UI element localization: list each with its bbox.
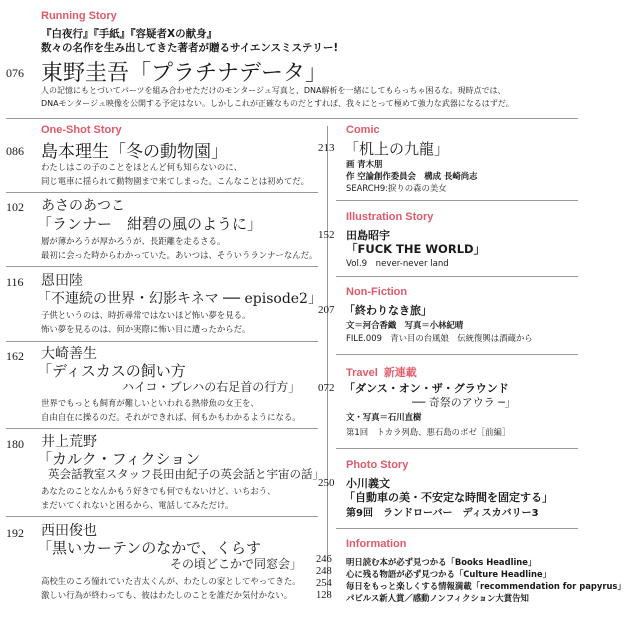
divider-top	[6, 118, 578, 119]
oneshot-page-0: 086	[6, 144, 24, 158]
illustration-title[interactable]: 「FUCK THE WORLD」	[346, 242, 486, 256]
section-label-photo-story: Photo Story	[346, 459, 409, 471]
divider	[6, 266, 318, 267]
section-label-one-shot-story: One-Shot Story	[41, 124, 122, 136]
info-item-0[interactable]: 明日読む本が必ず見つかる「Books Headline」	[346, 557, 537, 567]
oneshot-title-2[interactable]: 「不連続の世界・幻影キネマ ── episode2」	[37, 291, 322, 307]
oneshot-desc-2a: 子供というのは、時折尋常ではないほど怖い夢を見る。	[41, 310, 251, 320]
photo-author: 小川義文	[346, 477, 390, 490]
travel-title[interactable]: 「ダンス・オン・ザ・グラウンド	[344, 382, 509, 395]
illustration-author: 田島昭宇	[346, 229, 390, 242]
oneshot-author-3: 大崎善生	[41, 346, 97, 362]
oneshot-page-5: 192	[6, 526, 24, 540]
nonfiction-title[interactable]: 「終わりなき旅」	[344, 304, 432, 317]
running-tagline-2: 数々の名作を生み出してきた著者が贈るサイエンスミステリー!	[41, 42, 339, 54]
oneshot-desc-4b: まだいてくれないと困るから、電話してみただけ。	[41, 500, 234, 510]
oneshot-page-2: 116	[6, 275, 24, 289]
running-desc-2: DNAモンタージュ映像を公開する予定はない。しかしこれが正確なものだとすれば、我々にとって極めて強力な武器になるはずだ。	[41, 99, 514, 108]
divider	[336, 448, 578, 449]
oneshot-desc-3b: 自由自在に操るのだ。それができれば、何もかもわかるようになる。	[41, 412, 301, 422]
comic-title[interactable]: 「机上の九龍」	[344, 140, 450, 158]
oneshot-desc-5a: 高校生のころ憧れていた吉太くんが、わたしの家としてやってきた。	[41, 576, 301, 586]
oneshot-desc-4a: あなたのことなんかもう好きでも何でもないけど、いちおう、	[41, 486, 276, 496]
oneshot-author-1: あさのあつこ	[41, 198, 125, 214]
oneshot-subtitle-3: ハイコ・ブレハの右足首の行方」	[122, 380, 301, 394]
oneshot-page-1: 102	[6, 200, 24, 214]
nonfiction-page-number: 207	[318, 304, 335, 316]
oneshot-desc-0b: 同じ電車に揺られて動物園まで来てしまった。こんなことは初めてだ。	[41, 176, 309, 186]
travel-subtitle: ── 奇祭のアウラ ─」	[412, 396, 516, 409]
info-page-3: 128	[316, 590, 332, 601]
photo-line-1: 第9回 ランドローバー ディスカバリー3	[346, 508, 539, 519]
travel-line-2: 第1回 トカラ列島、悪石島のボゼ［前編］	[346, 427, 511, 437]
oneshot-author-5: 西田俊也	[41, 523, 97, 539]
oneshot-subtitle-5: その頃どこかで同窓会」	[170, 557, 303, 571]
divider	[336, 354, 578, 355]
comic-page-number: 213	[318, 142, 335, 154]
oneshot-author-4: 井上荒野	[41, 434, 97, 450]
photo-title[interactable]: 「自動車の美・不安定な時間を固定する」	[344, 491, 553, 504]
travel-line-1: 文・写真＝石川直樹	[346, 412, 422, 422]
oneshot-desc-1a: 層が薄かろうが厚かろうが、長距離を走るさる。	[41, 236, 226, 246]
new-series-badge: 新連載	[383, 367, 417, 379]
running-page-number: 076	[6, 66, 24, 80]
nonfiction-line-1: 文＝河合香織 写真＝小林紀晴	[346, 320, 464, 330]
section-label-non-fiction: Non-Fiction	[346, 286, 408, 298]
oneshot-title-0[interactable]: 島本理生「冬の動物園」	[41, 142, 228, 162]
comic-line-1: 画 青木朋	[346, 159, 383, 169]
section-label-comic: Comic	[346, 124, 380, 136]
oneshot-page-3: 162	[6, 349, 24, 363]
oneshot-title-3[interactable]: 「ディスカスの飼い方	[37, 362, 186, 380]
running-desc-1: 人の記憶にもとづいてパーツを組み合わせただけのモンタージュ写真と、DNA解析を一緒にしてもらっちゃ困るな。現時点では、	[41, 86, 506, 95]
running-tagline-1: 『白夜行』『手紙』『容疑者Xの献身』	[41, 28, 218, 40]
oneshot-desc-3a: 世界でもっとも飼育が難しいといわれる熱帯魚の女王を、	[41, 398, 259, 408]
info-item-2[interactable]: 毎日をもっと楽しくする情報満載「recommendation for papyrus」	[346, 581, 626, 591]
photo-page-number: 250	[318, 477, 335, 489]
divider	[336, 200, 578, 201]
oneshot-desc-5b: 激しい行為が終わっても、彼はわたしのことを誰だか気付かない。	[41, 590, 293, 600]
oneshot-desc-2b: 怖い夢を見るのは、何か実際に怖い目に遭ったからだ。	[41, 324, 251, 334]
illustration-line-1: Vol.9 never-never land	[346, 259, 449, 269]
section-label-illustration-story: Illustration Story	[346, 211, 434, 223]
travel-page-number: 072	[318, 382, 335, 394]
divider	[336, 528, 578, 529]
divider	[6, 192, 318, 193]
comic-line-3: SEARCH9:捩りの森の美女	[346, 183, 447, 193]
divider-vertical	[327, 126, 328, 596]
divider	[6, 341, 318, 342]
info-page-1: 248	[316, 566, 332, 577]
oneshot-title-4[interactable]: 「カルク・フィクション	[37, 450, 201, 468]
oneshot-title-1[interactable]: 「ランナー 紺碧の風のように」	[37, 215, 263, 233]
oneshot-desc-1b: 最初に会った時からわかっていた。あいつは、そういうランナーなんだ。	[41, 250, 318, 260]
divider	[6, 428, 318, 429]
section-label-information: Information	[346, 538, 407, 550]
illustration-page-number: 152	[318, 229, 335, 241]
section-label-travel: Travel 新連載	[346, 367, 417, 379]
oneshot-subtitle-4: 英会話教室スタッフ長田由紀子の英会話と宇宙の話」	[48, 467, 324, 481]
divider	[336, 276, 578, 277]
running-title[interactable]: 東野圭吾「プラチナデータ」	[41, 61, 328, 86]
comic-line-2: 作 空論創作委員会 構成 長崎尚志	[346, 171, 478, 181]
section-label-running-story: Running Story	[41, 10, 117, 22]
divider	[6, 516, 318, 517]
oneshot-desc-0a: わたしはこの子のことをほとんど何も知らないのに、	[41, 162, 242, 172]
info-item-1[interactable]: 心に残る物語が必ず見つかる「Culture Headline」	[346, 569, 552, 579]
info-page-0: 246	[316, 554, 332, 565]
nonfiction-line-2: FILE.009 青い目の台風娘 伝統復興は酒蔵から	[346, 333, 533, 343]
oneshot-title-5[interactable]: 「黒いカーテンのなかで、くらす	[37, 539, 261, 557]
oneshot-page-4: 180	[6, 437, 24, 451]
info-item-3[interactable]: パピルス新人賞／感動ノンフィクション大賞告知	[346, 593, 529, 603]
info-page-2: 254	[316, 578, 332, 589]
oneshot-author-2: 恩田陸	[41, 273, 83, 289]
